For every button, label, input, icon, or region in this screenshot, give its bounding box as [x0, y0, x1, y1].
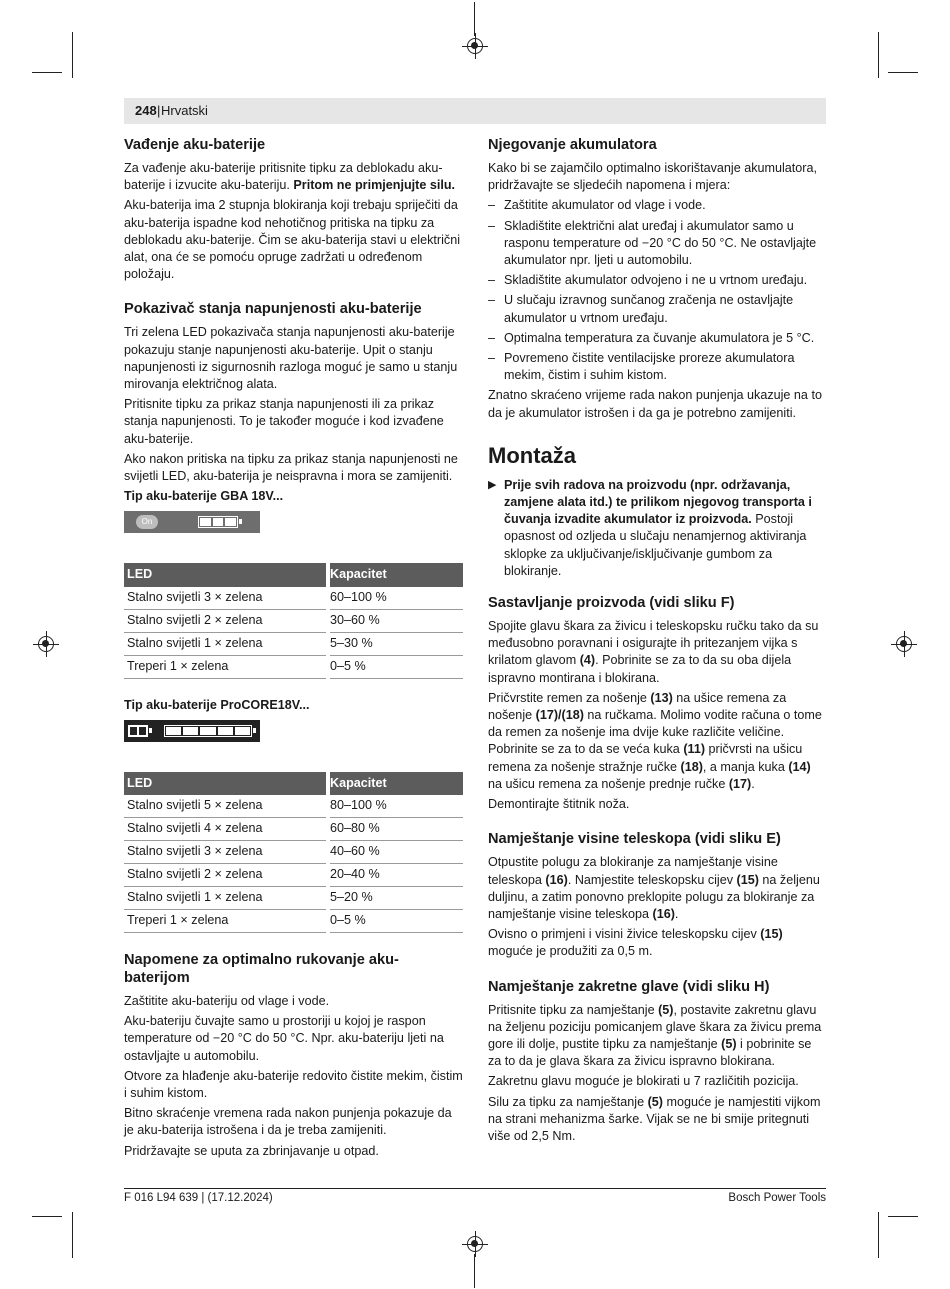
footer-divider	[124, 1188, 826, 1189]
table-header: LED	[124, 563, 328, 586]
battery-icon	[198, 516, 238, 528]
table-row: Stalno svijetli 3 × zelena 40–60 %	[124, 841, 463, 864]
paragraph: Bitno skraćenje vremena rada nakon punjenja pokazuje da je aku-baterija istrošena i da je treba zamijeniti.	[124, 1106, 452, 1138]
section-title: Vađenje aku-baterije	[124, 137, 266, 153]
table-row: Stalno svijetli 4 × zelena 60–80 %	[124, 818, 463, 841]
on-button-icon: On	[136, 515, 158, 529]
header-separator: |	[157, 103, 161, 118]
battery-icon	[128, 725, 148, 737]
paragraph: Silu za tipku za namještanje (5) moguće je namjestiti vijkom na strani mehanizma šarke. Vijak se ne bi smije pritegnuti više od 2,5 Nm.	[488, 1094, 821, 1143]
table-header: Kapacitet	[328, 772, 463, 795]
crop-mark	[878, 1212, 879, 1258]
table-header: Kapacitet	[328, 563, 463, 586]
crop-mark	[888, 72, 918, 73]
left-column	[124, 136, 464, 1163]
registration-mark-icon	[896, 636, 912, 652]
list-item: – Povremeno čistite ventilacijske proreze akumulatora mekim, čistim i suhim kistom.	[488, 350, 828, 384]
led-table-gba	[124, 563, 463, 678]
registration-mark-icon	[467, 1236, 483, 1252]
section-title: Namještanje visine teleskopa (vidi sliku E)	[488, 831, 781, 848]
section-title: Njegovanje akumulatora	[488, 137, 657, 153]
paragraph: Demontirajte štitnik noža.	[488, 797, 630, 812]
list-item: – Skladištite akumulator odvojeno i ne u vrtnom uređaju.	[488, 272, 828, 289]
page-number: 248	[135, 103, 157, 118]
table-row: Stalno svijetli 1 × zelena 5–30 %	[124, 632, 463, 655]
crop-mark	[72, 32, 73, 78]
battery-level-icon	[164, 725, 252, 737]
led-table-procore	[124, 772, 463, 933]
section-title: Napomene za optimalno rukovanje aku-baterijom	[124, 952, 399, 987]
paragraph: Tri zelena LED pokazivača stanja napunjenosti aku-baterije pokazuju stanje napunjenosti aku-baterije. Upit o stanju napunjenosti iz sigurnosnih razloga moguć je samo u stanju mirovanja električnog alata.	[124, 325, 458, 392]
document-code: F 016 L94 639 | (17.12.2024)	[124, 1192, 273, 1204]
page-language: Hrvatski	[161, 103, 208, 118]
section-title: Pokazivač stanja napunjenosti aku-baterije	[124, 301, 422, 318]
paragraph: Zakretnu glavu moguće je blokirati u 7 različitih pozicija.	[488, 1074, 799, 1089]
list-item: – Optimalna temperatura za čuvanje akumulatora je 5 °C.	[488, 330, 828, 347]
list-item: – Zaštitite akumulator od vlage i vode.	[488, 197, 828, 214]
paragraph: Pritisnite tipku za namještanje (5), postavite zakretnu glavu na željenu poziciju pomicanjem glave škara za živicu prema gore ili dolje, pustite tipku za namještanje (5) i pobrinite se za to da je glava škara za živicu ispravno blokirana.	[488, 1002, 822, 1069]
table-row: Stalno svijetli 2 × zelena 20–40 %	[124, 864, 463, 887]
section-title: Namještanje zakretne glave (vidi sliku H)	[488, 978, 770, 995]
table-row: Treperi 1 × zelena 0–5 %	[124, 910, 463, 933]
crop-mark	[32, 72, 62, 73]
crop-mark	[878, 32, 879, 78]
paragraph: Zaštitite aku-bateriju od vlage i vode.	[124, 994, 330, 1009]
battery-type-label: Tip aku-baterije GBA 18V...	[124, 489, 284, 504]
paragraph: Otpustite polugu za blokiranje za namještanje visine teleskopa (16). Namjestite teleskopsku cijev (15) na željenu duljinu, a zatim ponovno preklopite polugu za blokiranje za namještanje visine teleskopa (16).	[488, 855, 820, 921]
table-row: Stalno svijetli 2 × zelena 30–60 %	[124, 609, 463, 632]
warning-triangle-icon: ▶	[488, 478, 497, 491]
table-row: Stalno svijetli 1 × zelena 5–20 %	[124, 887, 463, 910]
list-item: – Skladištite električni alat uređaj i akumulator samo u rasponu temperature od −20 °C do 50 °C. Ne ostavljajte akumulator npr. ljeti u automobilu.	[488, 218, 828, 270]
paragraph: Za vađenje aku-baterije pritisnite tipku za deblokadu aku-baterije i izvucite aku-bateriju. Pritom ne primjenjujte silu.	[124, 161, 456, 193]
table-row: Treperi 1 × zelena 0–5 %	[124, 655, 463, 678]
paragraph: Otvore za hlađenje aku-baterije redovito čistite mekim, čistim i suhim kistom.	[124, 1068, 463, 1101]
gba-indicator-illustration	[124, 511, 260, 533]
paragraph: Aku-bateriju čuvajte samo u prostoriji u kojoj je raspon temperature od −20 °C do 50 °C. Npr. aku-bateriju ljeti na ostavljajte u automobilu.	[124, 1014, 444, 1063]
procore-indicator-illustration	[124, 720, 260, 742]
crop-mark	[72, 1212, 73, 1258]
chapter-title: Montaža	[488, 442, 576, 468]
registration-mark-icon	[38, 636, 54, 652]
paragraph: Pričvrstite remen za nošenje (13) na ušice remena za nošenje (17)/(18) na ručkama. Molimo vodite računa o tome da remen za nošenje ima dvije kuke različite veličine. Pobrinite se za to da se veća kuka (11) pričvrsti na ušicu remena za nošenje stražnje ručke (18), a manja kuka (14) na ušicu remena za nošenje prednje ručke (17).	[488, 690, 822, 791]
registration-mark-icon	[467, 38, 483, 54]
crop-mark	[32, 1216, 62, 1217]
care-list	[488, 197, 828, 384]
paragraph: Znatno skraćeno vrijeme rada nakon punjenja ukazuje na to da je akumulator istrošen i da ga je potrebno zamijeniti.	[488, 388, 822, 420]
table-header: LED	[124, 772, 328, 795]
section-title: Sastavljanje proizvoda (vidi sliku F)	[488, 595, 735, 612]
paragraph: Ako nakon pritiska na tipku za prikaz stanja napunjenosti ne svijetli LED, aku-baterija je neispravna i mora se zamijeniti.	[124, 451, 458, 484]
brand-name: Bosch Power Tools	[728, 1192, 826, 1204]
battery-type-label: Tip aku-baterije ProCORE18V...	[124, 697, 310, 712]
crop-mark	[888, 1216, 918, 1217]
crop-mark	[474, 1254, 475, 1288]
right-column	[488, 136, 828, 1148]
paragraph: Aku-baterija ima 2 stupnja blokiranja koji trebaju spriječiti da aku-baterija ispadne kod nehotičnog pritiska na tipku za deblokadu aku-baterije. Čim se aku-baterija stavi u električni alat, ona će se pomoću opruge zadržati u određenom položaju.	[124, 198, 460, 282]
table-row: Stalno svijetli 3 × zelena 60–100 %	[124, 587, 463, 610]
paragraph: Pritisnite tipku za prikaz stanja napunjenosti ili za prikaz stanja napunjenosti. To je također moguće i kod izvađene aku-baterije.	[124, 397, 444, 446]
list-item: – U slučaju izravnog sunčanog zračenja ne ostavljajte akumulator u vrtnom uređaju.	[488, 292, 828, 326]
paragraph: Spojite glavu škara za živicu i teleskopsku ručku tako da su međusobno poravnani i osigurajte ih pritezanjem vijka s krilatom glavom (4). Pobrinite se za to da su oba dijela ispravno montirana i blokirana.	[488, 619, 819, 685]
paragraph: Kako bi se zajamčilo optimalno iskorištavanje akumulatora, pridržavajte se sljedećih napomena i mjera:	[488, 161, 817, 193]
table-row: Stalno svijetli 5 × zelena 80–100 %	[124, 795, 463, 818]
paragraph: Pridržavajte se uputa za zbrinjavanje u otpad.	[124, 1143, 379, 1158]
header-band	[124, 98, 826, 124]
paragraph: Ovisno o primjeni i visini živice teleskopsku cijev (15) moguće je produžiti za 0,5 m.	[488, 927, 783, 959]
warning-note: ▶ Prije svih radova na proizvodu (npr. održavanja, zamjene alata itd.) te prilikom njegovog transporta i čuvanja izvadite akumulator iz proizvoda. Postoji opasnost od ozljeda u slučaju nenamjernog aktiviranja sklopke za uključivanje/isključivanje gumbom za blokiranje.	[488, 477, 812, 578]
crop-mark	[474, 2, 475, 36]
